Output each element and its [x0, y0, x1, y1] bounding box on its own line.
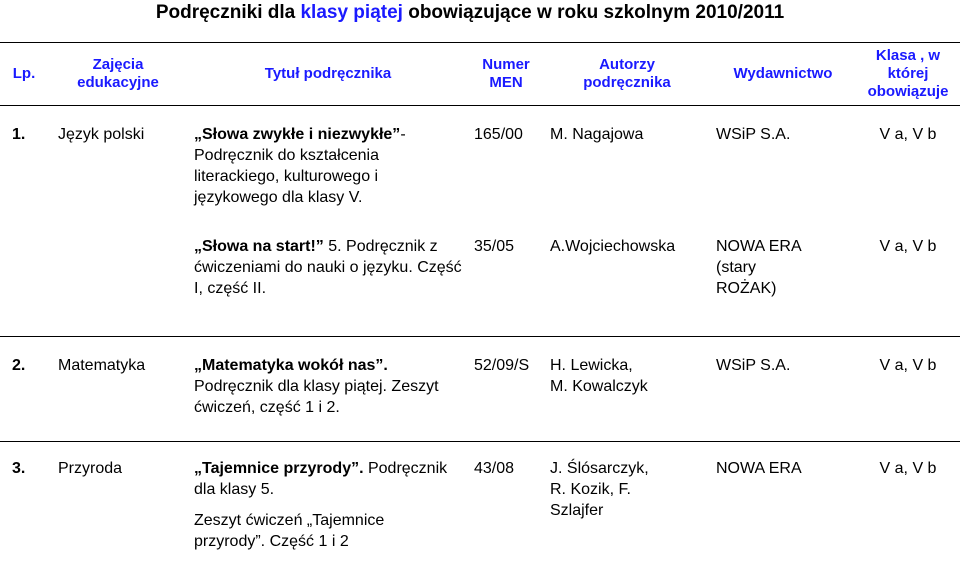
header-lp: Lp. — [0, 43, 48, 106]
book-title-rest: Podręcznik dla klasy 5. — [194, 460, 448, 498]
class-cell: V a, V b — [879, 126, 937, 143]
publisher-cell: WSiP S.A. — [716, 126, 791, 143]
row-number-empty — [0, 222, 48, 337]
authors-cell: M. Nagajowa — [550, 126, 644, 143]
subject-cell-empty — [48, 222, 188, 337]
textbook-table — [0, 42, 960, 552]
class-cell: V a, V b — [879, 460, 937, 477]
header-subject: Zajęcia edukacyjne — [48, 43, 188, 106]
book-title-cell — [188, 106, 468, 223]
page-title — [0, 2, 940, 24]
book-title-cell — [188, 222, 468, 337]
title-part1: Podręczniki dla — [155, 2, 301, 23]
number-cell: 35/05 — [468, 222, 544, 337]
table-row — [0, 222, 960, 337]
number-cell: 165/00 — [474, 126, 523, 143]
publisher-cell: WSiP S.A. — [710, 337, 856, 442]
row-number: 3. — [12, 460, 26, 477]
book-title-cell — [188, 442, 468, 553]
row-number: 1. — [12, 126, 26, 143]
authors-cell: J. Ślósarczyk, R. Kozik, F. Szlajfer — [550, 460, 649, 519]
class-cell: V a, V b — [856, 337, 960, 442]
book-title-cell — [188, 337, 468, 442]
book-title-bold: „Matematyka wokół nas”. — [194, 357, 388, 374]
row-number: 2. — [0, 337, 48, 442]
book-title-rest: - Podręcznik do kształcenia literackiego, kulturowego i językowego dla klasy V. — [194, 126, 406, 206]
book-title-bold: „Słowa zwykłe i niezwykłe” — [194, 126, 401, 143]
subject-cell: Matematyka — [48, 337, 188, 442]
publisher-cell: NOWA ERA — [716, 460, 802, 477]
authors-cell: A.Wojciechowska — [544, 222, 710, 337]
book-title-bold: „Słowa na start!” — [194, 238, 324, 255]
table-row — [0, 442, 960, 553]
class-cell: V a, V b — [856, 222, 960, 337]
title-highlight: klasy piątej — [300, 2, 403, 23]
header-authors: Autorzy podręcznika — [544, 43, 710, 106]
book-title-bold: „Tajemnice przyrody”. — [194, 460, 364, 477]
number-cell: 52/09/S — [468, 337, 544, 442]
header-book-title: Tytuł podręcznika — [188, 43, 468, 106]
table-row — [0, 337, 960, 442]
book-title-rest: 5. Podręcznik z ćwiczeniami do nauki o języku. Część I, część II. — [194, 238, 462, 297]
number-cell: 43/08 — [474, 460, 515, 477]
publisher-cell: NOWA ERA (stary ROŻAK) — [710, 222, 856, 337]
authors-cell: H. Lewicka, M. Kowalczyk — [544, 337, 710, 442]
book-title-rest: Podręcznik dla klasy piątej. Zeszyt ćwiczeń, część 1 i 2. — [194, 378, 439, 416]
book-title-extra: Zeszyt ćwiczeń „Tajemnice przyrody”. Część 1 i 2 — [194, 512, 385, 550]
header-row — [0, 43, 960, 106]
header-publisher: Wydawnictwo — [710, 43, 856, 106]
subject-cell: Przyroda — [58, 460, 123, 477]
header-number: Numer MEN — [468, 43, 544, 106]
header-class: Klasa , w której obowiązuje — [856, 43, 960, 106]
title-part2: obowiązujące w roku szkolnym 2010/2011 — [402, 2, 785, 23]
subject-cell: Język polski — [58, 126, 145, 143]
table-row — [0, 106, 960, 223]
